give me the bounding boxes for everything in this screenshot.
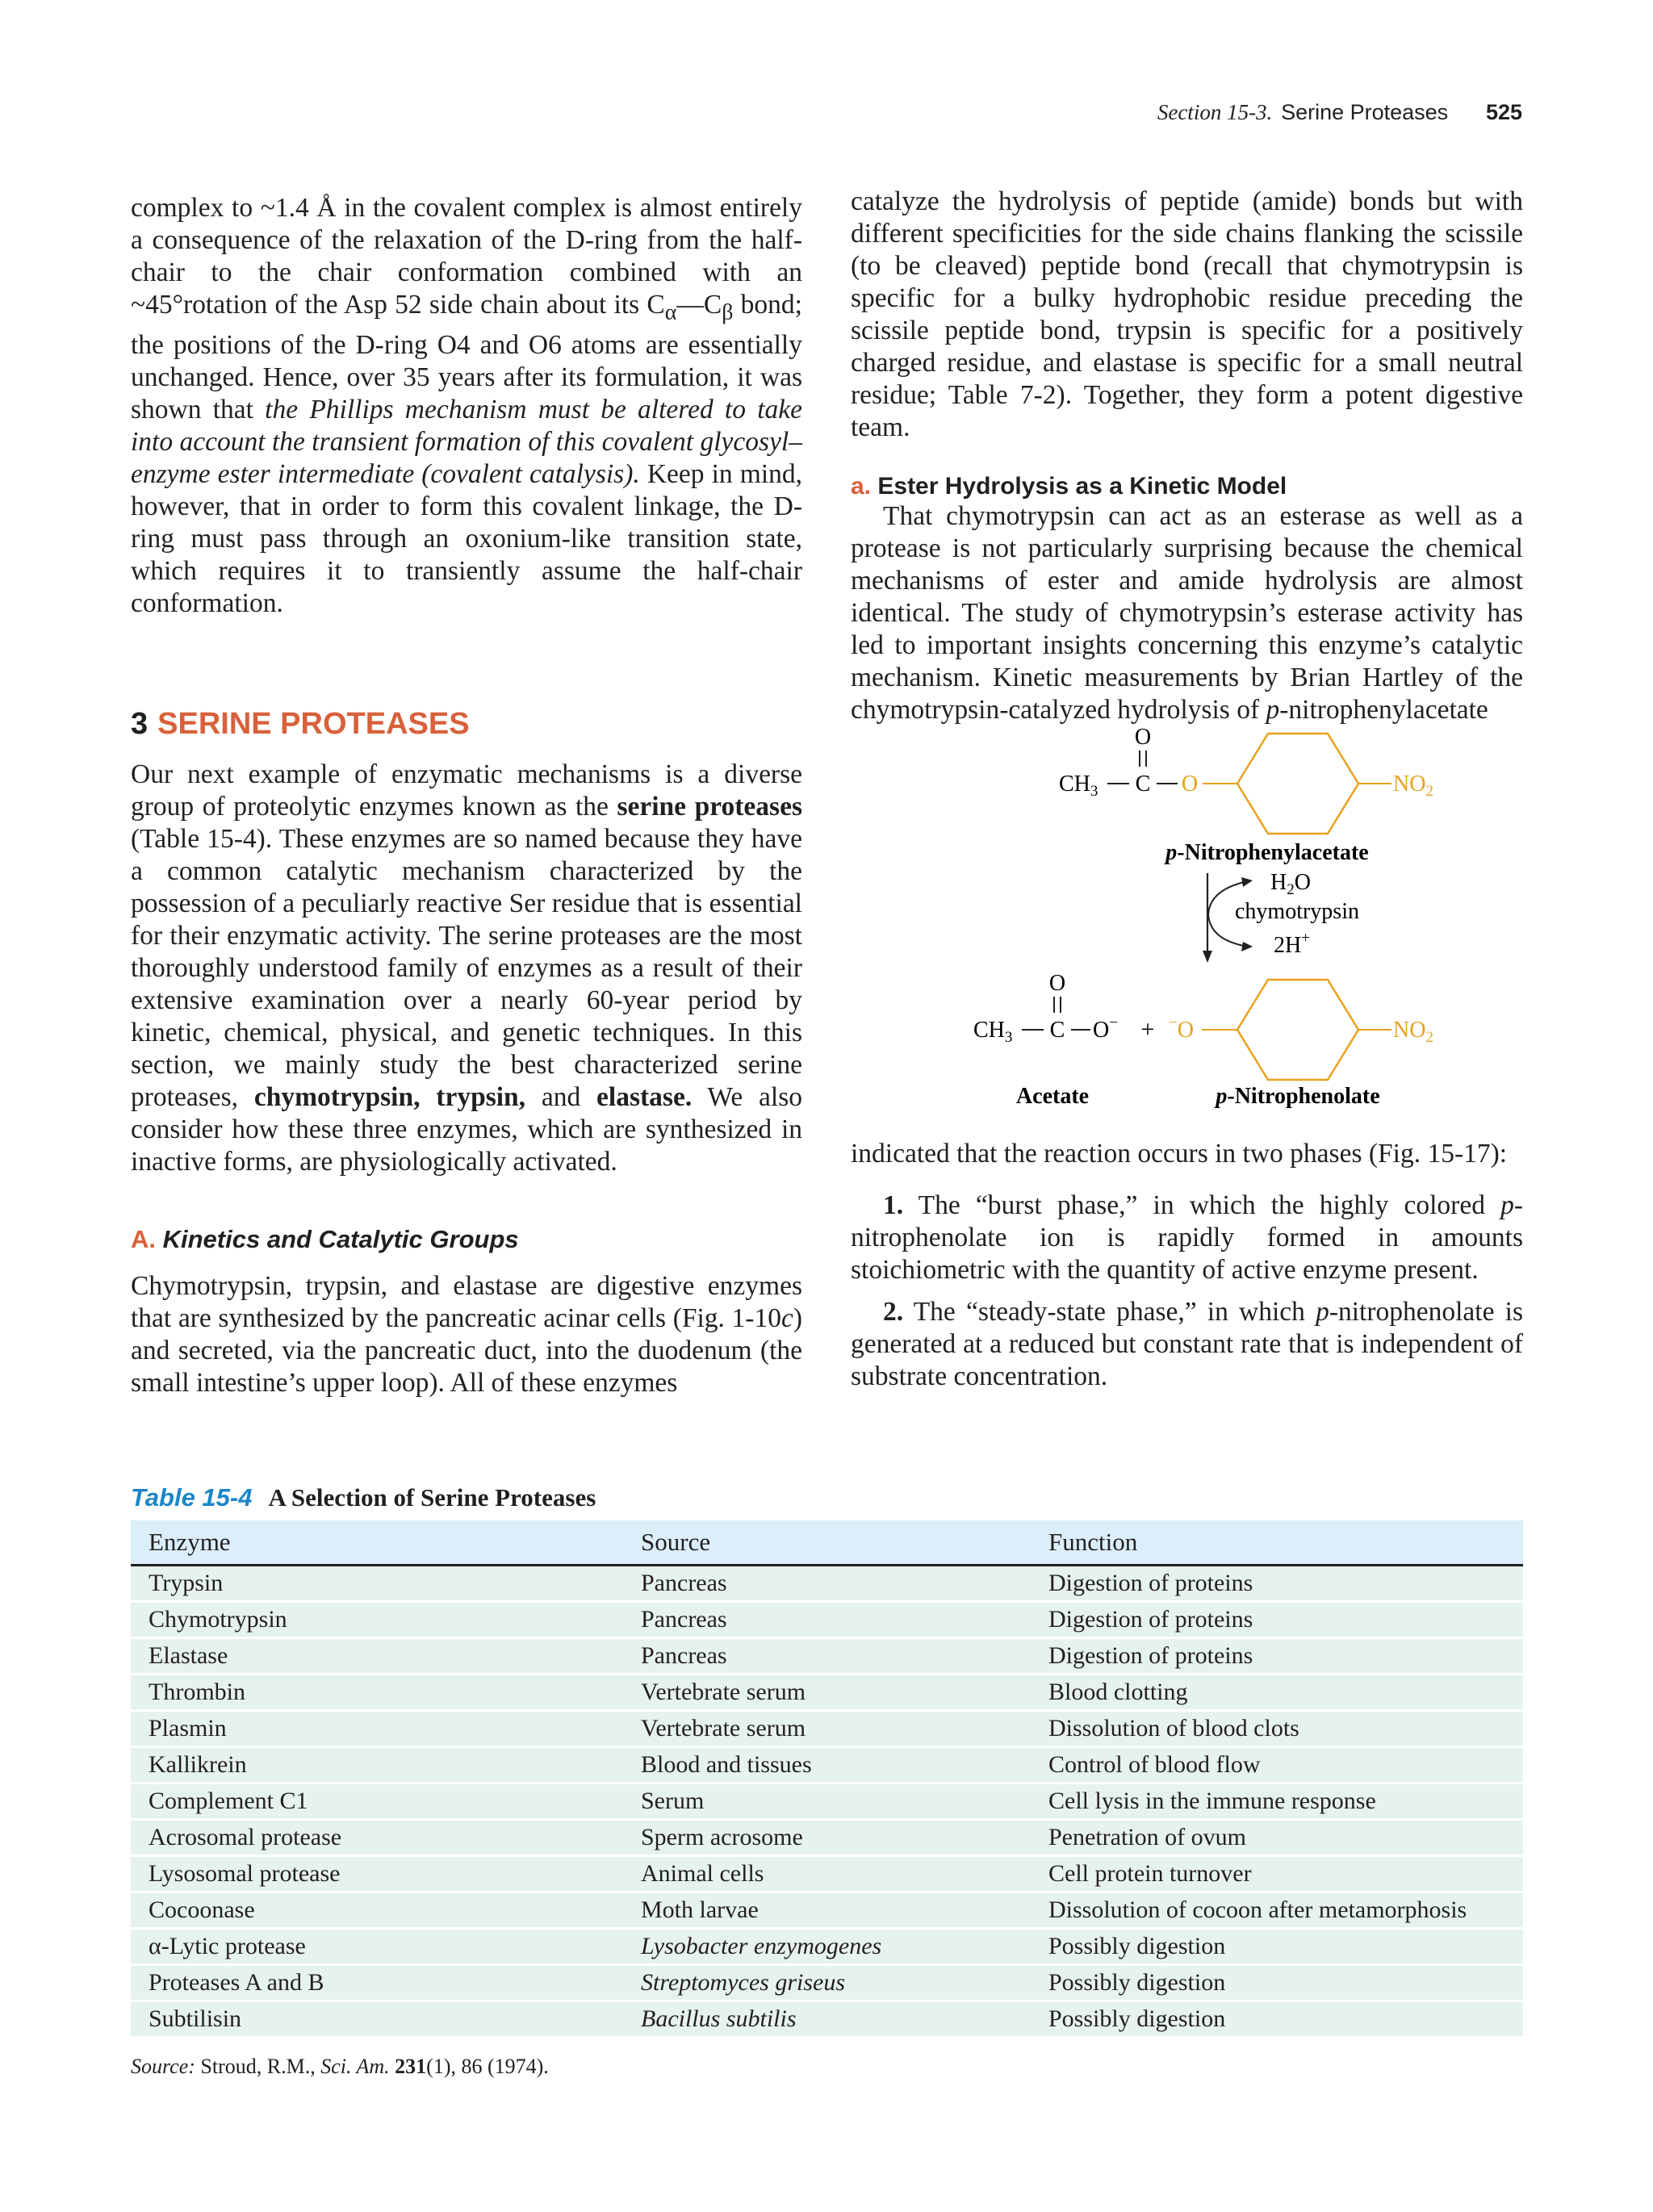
cell-enzyme: Chymotrypsin (149, 1606, 287, 1633)
table-row (131, 1675, 1523, 1712)
nitro-label-2: $NO_2$ (1393, 1018, 1433, 1046)
table-row (131, 2002, 1523, 2038)
cell-source: Vertebrate serum (641, 1679, 806, 1705)
table-row (131, 1784, 1523, 1821)
acetate-methyl-label: $CH_3$ (973, 1018, 1013, 1046)
cell-enzyme: Cocoonase (149, 1896, 255, 1923)
nitro-label-1: $NO_2$ (1393, 771, 1433, 800)
cell-enzyme: Acrosomal protease (149, 1824, 342, 1850)
cell-enzyme: Elastase (149, 1642, 228, 1669)
cell-function: Digestion of proteins (1048, 1606, 1253, 1633)
subsubsection-heading: a. Ester Hydrolysis as a Kinetic Model (851, 473, 1287, 500)
methyl-label: $CH_3$ (1059, 771, 1099, 800)
cell-enzyme: Proteases A and B (149, 1969, 324, 1996)
cell-function: Dissolution of cocoon after metamorphosis (1048, 1896, 1467, 1923)
cell-source: Moth larvae (641, 1896, 759, 1923)
running-header (1157, 100, 1522, 125)
reaction-diagram (851, 710, 1523, 1130)
left-column-top (131, 192, 802, 620)
table-row (131, 1966, 1523, 2002)
cell-function: Penetration of ovum (1048, 1824, 1246, 1850)
cell-function: Possibly digestion (1048, 2005, 1226, 2032)
cell-function: Digestion of proteins (1048, 1642, 1253, 1669)
column-header-enzyme: Enzyme (149, 1528, 231, 1556)
table-row (131, 1712, 1523, 1748)
paragraph-two-phases: indicated that the reaction occurs in two phases (Fig. 15-17): (851, 1139, 1508, 1169)
table-row (131, 1821, 1523, 1857)
carbon-label: C (1135, 771, 1151, 797)
paragraph-serine-intro: Our next example of enzymatic mechanisms is a diverse group of proteolytic enzymes known as the serine proteases (Table 15-4). These enzymes are so named because they have a common catalytic mechanism characterized by the possession of a peculiarly reactive Ser residue that is essential for their enzymatic activity. The serine proteases are the most thoroughly understood family of enzymes as a result of their extensive examination over a nearly 60-year period by kinetic, chemical, physical, and genetic techniques. In this section, we mainly study the best characterized serine proteases, chymotrypsin, trypsin, and elastase. We also consider how these three enzymes, which are synthesized in inactive forms, are physiologically activated. (131, 759, 802, 1177)
cell-enzyme: Plasmin (149, 1715, 227, 1742)
water-label: $H_2O$ (1270, 870, 1311, 898)
section-label: Section 15-3. (1157, 100, 1273, 124)
table-row (131, 1893, 1523, 1930)
cell-source: Bacillus subtilis (641, 2005, 797, 2032)
cell-function: Dissolution of blood clots (1048, 1715, 1299, 1742)
cell-function: Digestion of proteins (1048, 1570, 1253, 1596)
cell-enzyme: α-Lytic protease (149, 1933, 306, 1959)
paragraph-esterase: That chymotrypsin can act as an esterase as well as a protease is not particularly surprising because the chemical mechanisms of ester and amide hydrolysis are almost identical. The study of chymotrypsin’s esterase activity has led to important insights concerning this enzyme’s catalytic mechanism. Kinetic measurements by Brian Hartley of the chymotrypsin-catalyzed hydrolysis of p-nitrophenylacetate (851, 501, 1523, 725)
right-column-bottom (851, 1138, 1523, 1393)
section-title: Serine Proteases (1281, 100, 1449, 124)
cell-source: Streptomyces griseus (641, 1969, 846, 1996)
cell-source: Serum (641, 1788, 705, 1814)
product-phenolate-name: p-Nitrophenolate (1216, 1084, 1380, 1109)
cell-enzyme: Trypsin (149, 1570, 224, 1596)
column-header-function: Function (1048, 1528, 1138, 1556)
table-row (131, 1639, 1523, 1675)
table-title: A Selection of Serine Proteases (268, 1483, 596, 1512)
table-row (131, 1857, 1523, 1893)
cell-source: Pancreas (641, 1606, 727, 1633)
cell-function: Control of blood flow (1048, 1751, 1261, 1778)
cell-function: Possibly digestion (1048, 1933, 1226, 1959)
subsection-heading-a: A. Kinetics and Catalytic Groups (131, 1225, 519, 1253)
left-column-bottom (131, 759, 802, 1399)
product-acetate-name: Acetate (1015, 1084, 1090, 1109)
reaction-arrow-head (1203, 951, 1212, 963)
paragraph-phillips: complex to ~1.4 Å in the covalent complex is almost entirely a consequence of the relaxation of the D-ring from the half-chair to the chair conformation combined with an ~45°rotation of the Asp 52 side chain about its $C_\alpha—C_\beta$ bond; the positions of the D-ring O4 and O6 atoms are essentially unchanged. Hence, over 35 years after its formulation, it was shown that the Phillips mechanism must be altered to take into account the transient formation of this covalent glycosyl–enzyme ester intermediate (covalent catalysis). Keep in mind, however, that in order to form this covalent linkage, the D-ring must pass through an oxonium-like transition state, which requires it to transiently assume the half-chair conformation. (131, 193, 803, 618)
paragraph-specificity: catalyze the hydrolysis of peptide (amide) bonds but with different specificities for the side chains flanking the scissile (to be cleaved) peptide bond (recall that chymotrypsin is specific for a bulky hydrophobic residue preceding the scissile peptide bond, trypsin is specific for a positively charged residue, and elastase is specific for a small neutral residue; Table 7-2). Together, they form a potent digestive team. (851, 186, 1523, 442)
cell-source: Sperm acrosome (641, 1824, 803, 1850)
phenolate-o-label: −O (1169, 1014, 1194, 1043)
protons-label: 2H+ (1274, 930, 1310, 958)
benzene-ring-1 (1237, 734, 1358, 834)
cell-source: Pancreas (641, 1570, 727, 1596)
benzene-ring-2 (1237, 980, 1358, 1080)
cell-function: Cell protein turnover (1048, 1860, 1252, 1887)
acetate-c-label: C (1049, 1018, 1065, 1043)
table-row (131, 1566, 1523, 1603)
cell-function: Cell lysis in the immune response (1048, 1788, 1376, 1814)
table-header-row (131, 1520, 1523, 1566)
section-heading: 3 SERINE PROTEASES (131, 707, 470, 741)
table-row (131, 1748, 1523, 1784)
cell-enzyme: Subtilisin (149, 2005, 242, 2032)
carbonyl-o-label: O (1134, 725, 1152, 750)
reaction-scheme (851, 710, 1523, 1130)
right-column-top (851, 186, 1523, 726)
cell-source: Vertebrate serum (641, 1715, 806, 1742)
column-header-source: Source (641, 1528, 711, 1556)
cell-source: Blood and tissues (641, 1751, 812, 1778)
cell-source: Animal cells (641, 1860, 764, 1887)
cell-source: Lysobacter enzymogenes (641, 1933, 882, 1959)
curved-arrow-tail-head (1241, 877, 1253, 887)
cell-enzyme: Kallikrein (149, 1751, 247, 1778)
cell-enzyme: Lysosomal protease (149, 1860, 341, 1887)
table-source: Source: Stroud, R.M., Sci. Am. 231(1), 86 (1974). (131, 2055, 549, 2078)
cell-enzyme: Thrombin (149, 1679, 245, 1705)
table-row (131, 1603, 1523, 1639)
curved-arrow-head (1241, 942, 1253, 951)
enzyme-label: chymotrypsin (1235, 899, 1359, 924)
cell-source: Pancreas (641, 1642, 727, 1669)
ester-o-label: O (1181, 771, 1199, 797)
cell-enzyme: Complement C1 (149, 1788, 308, 1814)
paragraph-digestive: Chymotrypsin, trypsin, and elastase are digestive enzymes that are synthesized by the pancreatic acinar cells (Fig. 1-10c) and secreted, via the pancreatic duct, into the duodenum (the small intestine’s upper loop). All of these enzymes (131, 1271, 802, 1398)
table-caption (131, 1483, 596, 1512)
table-row (131, 1930, 1523, 1966)
page-number: 525 (1485, 100, 1522, 124)
list-item-steady: 2. The “steady-state phase,” in which p-nitrophenolate is generated at a reduced but constant rate that is independent of substrate concentration. (851, 1297, 1523, 1391)
cell-function: Possibly digestion (1048, 1969, 1226, 1996)
plus-sign: + (1140, 1016, 1155, 1043)
serine-protease-table (131, 1520, 1523, 2038)
reactant-name: p-Nitrophenylacetate (1165, 840, 1369, 865)
acetate-ominus-label: O− (1093, 1014, 1118, 1043)
cell-function: Blood clotting (1048, 1679, 1188, 1705)
list-item-burst: 1. The “burst phase,” in which the highly colored p-nitrophenolate ion is rapidly formed in amounts stoichiometric with the quantity of active enzyme present. (851, 1190, 1523, 1285)
acetate-o-label: O (1048, 971, 1066, 996)
table-label: Table 15-4 (131, 1483, 253, 1512)
